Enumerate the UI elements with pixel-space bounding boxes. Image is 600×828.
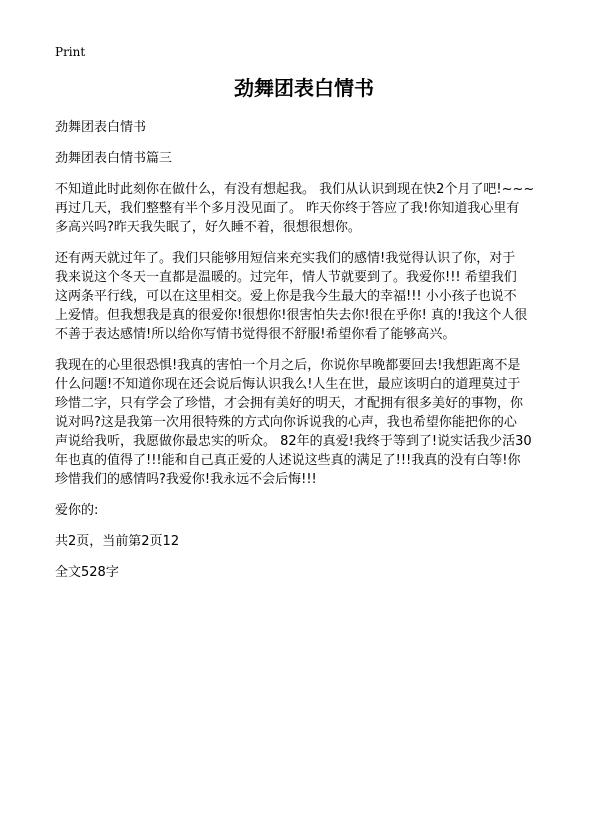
paragraph-3: 我现在的心里很恐惧!我真的害怕一个月之后，你说你早晚都要回去!我想距离不是 什么问题!不知道你现在还会说后悔认识我么!人生在世，最应该明白的道理莫过于 珍惜二字，只有学会了珍惜，才会拥有美好的明天，才配拥有很多美好的事物，你 说对吗?这是我第一次用很特殊的方式向你诉说我的心声，我也希望你能把你的心 声说给我听，我愿做你最忠实的听众。 82年的真爱!我终于等到了!说实话我少活30 年也真的值得了!!!能和自己真正爱的人述说这些真的满足了!!!我真的没有白等!你 珍惜我们的感情吗?我爱你!我永远不会后悔!!! [55, 358, 532, 487]
document-title: 劲舞团表白情书 [234, 76, 374, 100]
print-label: Print [55, 45, 86, 59]
paragraph-2: 还有两天就过年了。我们只能够用短信来充实我们的感情!我觉得认识了你，对于 我来说这个冬天一直都是温暖的。过完年，情人节就要到了。我爱你!!! 希望我们 这两条平行线，可以在这里相交。爱上你是我今生最大的幸福!!! 小小孩子也说不 上爱情。但我想我是真的很爱你!很想你!很害怕失去你!很在乎你! 真的!我这个人很 不善于表达感情!所以给你写情书觉得很不舒服!希望你看了能够高兴。 [55, 251, 528, 342]
paragraph-1: 不知道此时此刻你在做什么，有没有想起我。 我们从认识到现在快2个月了吧!~~~ 再过几天，我们整整有半个多月没见面了。 昨天你终于答应了我!你知道我心里有 多高兴吗?昨天我失眠了，好久睡不着，很想很想你。 [55, 182, 535, 235]
section-title: 劲舞团表白情书篇三 [55, 151, 173, 166]
page-info: 共2页，当前第2页12 [55, 534, 180, 549]
document-subtitle: 劲舞团表白情书 [55, 120, 147, 135]
closing-line: 爱你的: [55, 503, 99, 518]
word-count: 全文528字 [55, 565, 119, 580]
